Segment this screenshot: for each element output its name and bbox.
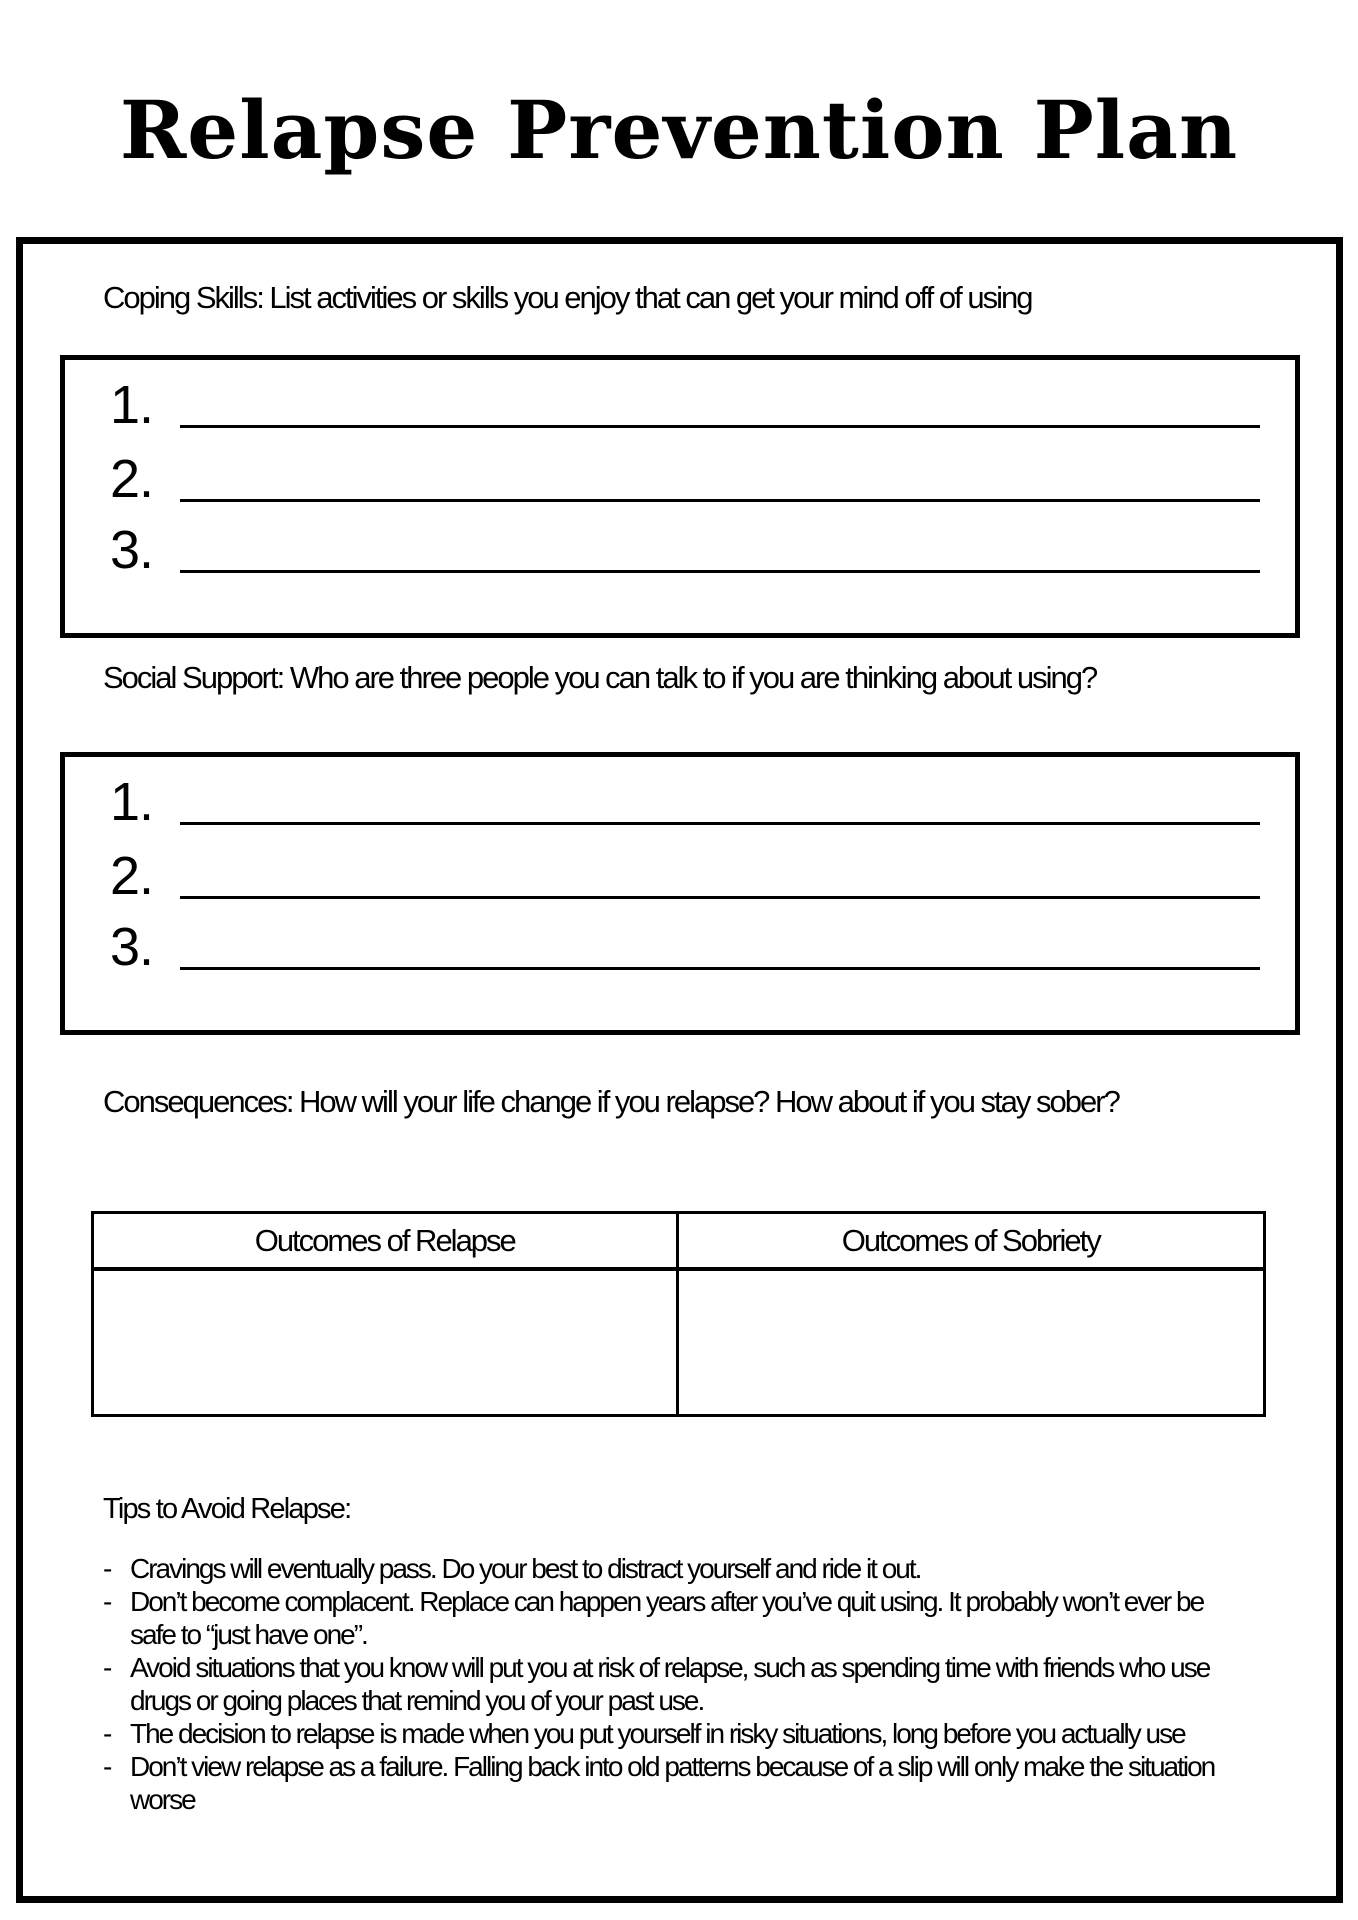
tip-item-3 xyxy=(103,1651,1233,1717)
social-support-box xyxy=(60,752,1300,1035)
social-item-number-3: 3. xyxy=(110,917,154,977)
outcomes-sobriety-cell[interactable] xyxy=(679,1271,1264,1414)
outcomes-relapse-cell[interactable] xyxy=(94,1271,679,1414)
tip-text-3: Avoid situations that you know will put you at risk of relapse, such as spending time with friends who use drugs or going places that remind you of your past use. xyxy=(130,1652,1210,1716)
outcomes-table-header-row xyxy=(94,1214,1263,1271)
coping-skills-label: Coping Skills: List activities or skills you enjoy that can get your mind off of using xyxy=(103,280,1032,315)
coping-blank-line-1[interactable] xyxy=(180,425,1260,428)
tip-item-2 xyxy=(103,1585,1233,1651)
tip-item-1 xyxy=(103,1552,1233,1585)
page-title: Relapse Prevention Plan xyxy=(119,83,1239,177)
social-blank-line-3[interactable] xyxy=(180,967,1260,970)
social-item-number-2: 2. xyxy=(110,846,154,906)
tip-marker-4: - xyxy=(103,1718,113,1749)
tip-marker-3: - xyxy=(103,1652,113,1683)
coping-item-number-3: 3. xyxy=(110,520,154,580)
tip-marker-1: - xyxy=(103,1553,113,1584)
coping-item-number-2: 2. xyxy=(110,449,154,509)
tip-marker-5: - xyxy=(103,1751,113,1782)
tip-item-4 xyxy=(103,1717,1233,1750)
coping-blank-line-3[interactable] xyxy=(180,570,1260,573)
social-blank-line-2[interactable] xyxy=(180,896,1260,899)
tip-text-1: Cravings will eventually pass. Do your best to distract yourself and ride it out. xyxy=(130,1553,921,1584)
outcomes-sobriety-header: Outcomes of Sobriety xyxy=(841,1222,1100,1258)
tips-list xyxy=(103,1552,1233,1816)
tip-text-4: The decision to relapse is made when you put yourself in risky situations, long before you actually use xyxy=(130,1718,1185,1749)
outcomes-table-body-row xyxy=(94,1271,1263,1414)
coping-item-number-1: 1. xyxy=(110,375,154,435)
tips-label: Tips to Avoid Relapse: xyxy=(103,1493,351,1525)
coping-skills-box xyxy=(60,355,1300,638)
outcomes-relapse-header: Outcomes of Relapse xyxy=(94,1214,679,1267)
tip-text-5: Don’t view relapse as a failure. Falling back into old patterns because of a slip will only make the situation worse xyxy=(130,1751,1215,1815)
outcomes-table xyxy=(91,1211,1266,1417)
consequences-label: Consequences: How will your life change if you relapse? How about if you stay sober? xyxy=(103,1084,1119,1119)
coping-blank-line-2[interactable] xyxy=(180,499,1260,502)
social-support-label: Social Support: Who are three people you can talk to if you are thinking about using? xyxy=(103,660,1097,695)
tip-item-5 xyxy=(103,1750,1233,1816)
social-blank-line-1[interactable] xyxy=(180,822,1260,825)
social-item-number-1: 1. xyxy=(110,772,154,832)
tip-text-2: Don’t become complacent. Replace can happen years after you’ve quit using. It probably won’t ever be safe to “just have one”. xyxy=(130,1586,1204,1650)
tip-marker-2: - xyxy=(103,1586,113,1617)
